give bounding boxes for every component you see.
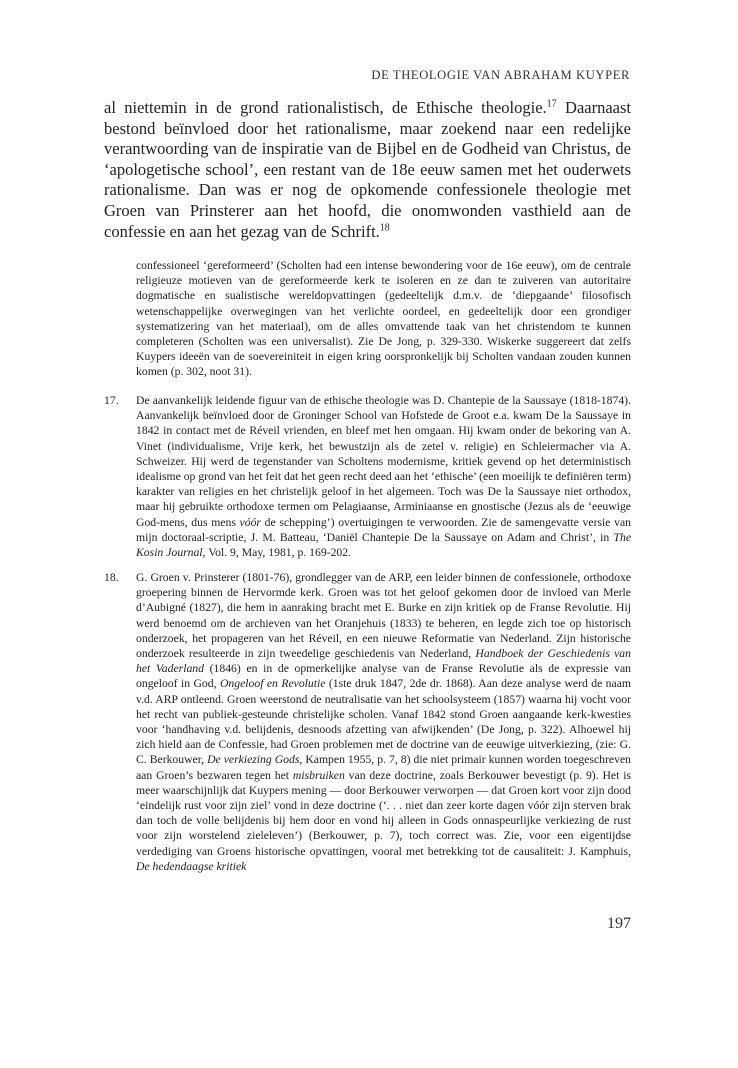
running-head: DE THEOLOGIE VAN ABRAHAM KUYPER: [371, 68, 630, 82]
footnote-17: [104, 393, 631, 560]
book-title: Ongeloof en Revolutie: [219, 677, 326, 691]
book-title: De hedendaagse kritiek: [136, 859, 247, 873]
footnote-text-part: Vol. 9, May, 1981, p. 169-202.: [205, 546, 352, 560]
book-title: De verkiezing Gods,: [207, 753, 303, 767]
footnote-list-17: [104, 393, 631, 560]
footnote-italic: misbruiken: [292, 768, 345, 782]
footnote-text-part: (1846) en in de opmerkelijke analyse van de Franse Revolutie als de expressie van ongeloof in God,: [136, 662, 632, 691]
book-title: Handboek der Geschiedenis van het Vaderland: [136, 647, 631, 676]
footnote-18: [104, 570, 631, 874]
footnote-number: 18.: [104, 571, 119, 584]
paragraph-text-start: al niettemin in de grond rationalistisch, de Ethische theologie.: [104, 98, 547, 117]
footnote-number: 17.: [104, 394, 119, 407]
paragraph-text-end: Daarnaast bestond beïnvloed door het rationalisme, maar zoekend naar een redelijke verantwoording van de inspiratie van de Bijbel en de Godheid van Christus, de ‘apologetische school’, een restant van de 18e eeuw samen met het ouderwets rationalisme. Dan was er nog de opkomende confessionele theologie met Groen van Prinsterer aan het hoofd, die onomwonden vasthield aan de confessie en aan het gezag van de Schrift.: [104, 98, 631, 241]
continued-footnote: confessioneel ‘gereformeerd’ (Scholten had een intense bewondering voor de 16e eeuw), om de centrale religieuze motieven van de gereformeerde kerk te isoleren en ze dan te zuiveren van autoritaire dogmatische en sualistische wereldopvattingen (gedeeltelijk d.m.v. de ‘diepgaande’ filosofisch wetenschappelijke overwegingen van het verlichte oordeel, en gedeeltelijk door een grondiger systematizering van het materiaal), om de alles omvattende taak van het christendom te kunnen completeren (Scholten was een universalist). Zie De Jong, p. 329-330. Wiskerke suggereert dat zelfs Kuypers ideeën van de soevereiniteit in eigen kring oorspronkelijk bij Scholten vandaan zouden kunnen komen (p. 302, noot 31).: [136, 259, 631, 379]
footnote-text-part: van deze doctrine, zoals Berkouwer bevestigt (p. 9). Het is meer waarschijnlijk dat Kuypers mening — door Berkouwer verworpen — dat Groen kort voor zijn dood ‘eindelijk rust voor zijn ziel’ vond in deze doctrine (‘. . . niet dan zeer korte dagen vóór zijn sterven brak dan toch de volle belijdenis bij hem door en vond hij alleen in Gods onnaspeurlijke verkiezing de rust voor zijn worstelend zieleleven’) (Berkouwer, p. 7), toch correct was. Zie, voor een eigentijdse verdediging van Groens historische opvattingen, vooral met betrekking tot de causaliteit: J. Kamphuis,: [136, 768, 631, 858]
page-number: 197: [607, 915, 631, 932]
footnote-text-part: De aanvankelijk leidende figuur van de ethische theologie was D. Chantepie de la Saussaye (1818-1874). Aanvankelijk beïnvloed door de Groninger School van Hofstede de Groot e.a. kwam De la Saussaye in 1842 in contact met de Réveil vrienden, en bleef met hen omgaan. Hij kwam onder de bekoring van A. Vinet (individualisme, Vrije kerk, het bewustzijn als de zetel v. religie) en Schleiermacher via A. Schweizer. Hij werd de tegenstander van Scholtens modernisme, kritiek gevend op het deterministisch idealisme op grond van het feit dat het geen recht deed aan het ‘ethische’ (een moeilijk te definiëren term) karakter van religies en het christelijk geloof in het algemeen. Toch was De la Saussaye niet orthodox, maar hij gebruikte orthodoxe termen om Pelagiaanse, Arminiaanse en gnostische (Jezus als de ‘eeuwige God-mens, dus mens: [136, 394, 631, 529]
footnote-ref-18: 18: [379, 222, 390, 234]
main-paragraph: [104, 98, 631, 242]
footnote-text-part: (1ste druk 1847, 2de dr. 1868). Aan deze analyse werd de naam v.d. ARP ontleend. Groen weerstond de neutralisatie van het schoolsysteem (1857) waarna hij vocht voor het recht van publiek-gesteunde christelijke scholen. Vanaf 1842 stond Groen aangaande kerk-kwesties voor ‘handhaving v.d. belijdenis, desnoods afzetting van afwijkenden’ (De Jong, p. 322). Alhoewel hij zich hield aan de Confessie, had Groen problemen met de doctrine van de eeuwige uitverkiezing, (zie: G. C. Berkouwer,: [136, 677, 631, 767]
footnote-italic: vóór: [239, 515, 261, 529]
footnote-text: [136, 393, 631, 560]
footnote-ref-17: 17: [546, 98, 557, 110]
footnote-text: [136, 570, 631, 874]
footnote-text-part: de schepping’) overtuigingen te verwoorden. Zie de samengevatte versie van mijn doctoraal-scriptie, J. M. Batteau, ‘Daniël Chantepie De la Saussaye on Adam and Christ’, in: [136, 515, 631, 544]
footnote-text-part: Kampen 1955, p. 7, 8) die niet primair kunnen worden toegeschreven aan Groen’s bezwaren tegen het: [136, 753, 631, 782]
journal-title: The Kosin Journal,: [136, 530, 631, 560]
footnote-list-18: [104, 570, 631, 874]
footnote-text-part: G. Groen v. Prinsterer (1801-76), grondlegger van de ARP, een leider binnen de confessionele, orthodoxe groepering binnen de Hervormde kerk. Groen was tot het geloof gekomen door de invloed van Merle d’Aubigné (1827), die hem in aanraking bracht met E. Burke en zijn kritiek op de Franse Revolutie. Hij werd benoemd om de archieven van het Oranjehuis (1833) te beheren, en legde zich toe op historisch onderzoek, het propageren van het Réveil, en een nieuwe Reformatie van Nederland. Zijn historische onderzoek resulteerde in zijn tweedelige geschiedenis van Nederland,: [136, 571, 631, 661]
